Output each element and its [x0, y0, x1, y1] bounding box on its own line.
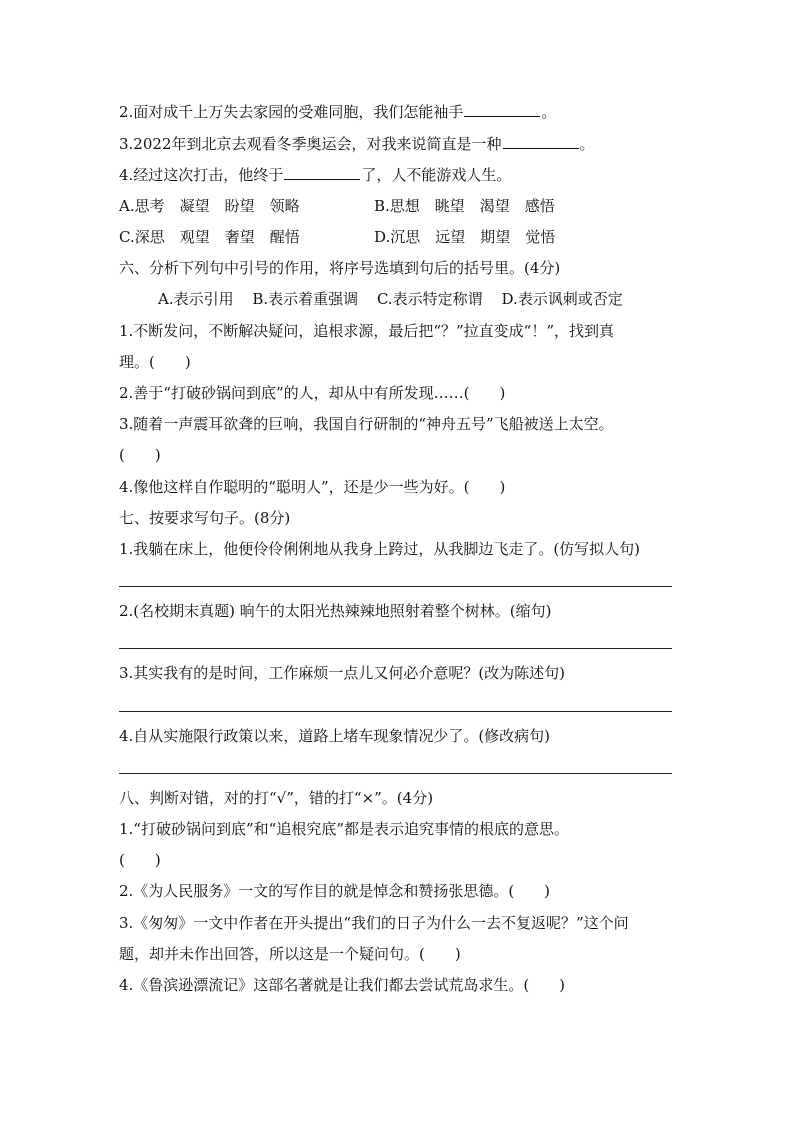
answer-blank[interactable]: [284, 165, 360, 180]
choice-b: B.表示着重强调: [252, 290, 359, 308]
section6-q3-line2: ( ): [119, 446, 161, 464]
answer-line[interactable]: [119, 648, 672, 649]
section7-q3: 3.其实我有的是时间，工作麻烦一点儿又何必介意呢？(改为陈述句): [119, 664, 566, 682]
section5-q2: 2.面对成千上万失去家园的受难同胞，我们怎能袖手 。: [119, 103, 557, 121]
section8-q1-line2: ( ): [119, 851, 161, 869]
section8-q2: 2.《为人民服务》一文的写作目的就是悼念和赞扬张思德。( ): [119, 882, 551, 900]
option-a: A.思考 凝望 盼望 领略: [119, 197, 300, 215]
q3-text: 3.2022年到北京去观看冬季奥运会，对我来说简直是一种: [119, 135, 502, 153]
section7-q2: 2.(名校期末真题) 晌午的太阳光热辣辣地照射着整个树林。(缩句): [119, 602, 552, 620]
choice-d: D.表示讽刺或否定: [501, 290, 623, 308]
section8-q3-line2: 题，却并未作出回答，所以这是一个疑问句。( ): [119, 945, 461, 963]
section8-heading: 八、判断对错，对的打“√”，错的打“×”。(4分): [119, 789, 434, 807]
section6-q1-line1: 1.不断发问，不断解决疑问，追根求源，最后把“？”拉直变成“！”，找到真: [119, 322, 614, 340]
section8-q1-line1: 1.“打破砂锅问到底”和“追根究底”都是表示追究事情的根底的意思。: [119, 820, 569, 838]
section8-q4: 4.《鲁滨逊漂流记》这部名著就是让我们都去尝试荒岛求生。( ): [119, 976, 566, 994]
answer-line[interactable]: [119, 711, 672, 712]
section6-q1-line2: 理。( ): [119, 353, 191, 371]
section7-q1: 1.我躺在床上，他便伶伶俐俐地从我身上跨过，从我脚边飞走了。(仿写拟人句): [119, 540, 641, 558]
section8-q3-line1: 3.《匆匆》一文中作者在开头提出“我们的日子为什么一去不复返呢？”这个问: [119, 914, 629, 932]
answer-blank[interactable]: [503, 134, 579, 149]
section7-q4: 4.自从实施限行政策以来，道路上堵车现象情况少了。(修改病句): [119, 727, 551, 745]
q2-text: 2.面对成千上万失去家园的受难同胞，我们怎能袖手: [119, 103, 464, 121]
section7-heading: 七、按要求写句子。(8分): [119, 509, 291, 527]
section5-q4: 4.经过这次打击，他终于 了，人不能游戏人生。: [119, 166, 512, 184]
section6-q4: 4.像他这样自作聪明的“聪明人”，还是少一些为好。( ): [119, 478, 506, 496]
quote-choices: [158, 289, 637, 309]
option-b: B.思想 眺望 渴望 感悟: [374, 197, 555, 215]
option-c: C.深思 观望 奢望 醒悟: [119, 228, 300, 246]
q4-text: 4.经过这次打击，他终于: [119, 166, 284, 184]
answer-line[interactable]: [119, 773, 672, 774]
section6-heading: 六、分析下列句中引号的作用，将序号选填到句后的括号里。(4分): [119, 259, 561, 277]
answer-line[interactable]: [119, 586, 672, 587]
choice-a: A.表示引用: [158, 290, 234, 308]
section5-q3: 3.2022年到北京去观看冬季奥运会，对我来说简直是一种 。: [119, 135, 595, 153]
choice-c: C.表示特定称谓: [376, 290, 483, 308]
option-d: D.沉思 远望 期望 觉悟: [374, 228, 556, 246]
answer-blank[interactable]: [464, 102, 540, 117]
section6-q3-line1: 3.随着一声震耳欲聋的巨响，我国自行研制的“神舟五号”飞船被送上太空。: [119, 415, 614, 433]
section6-q2: 2.善于“打破砂锅问到底”的人，却从中有所发现……( ): [119, 384, 506, 402]
